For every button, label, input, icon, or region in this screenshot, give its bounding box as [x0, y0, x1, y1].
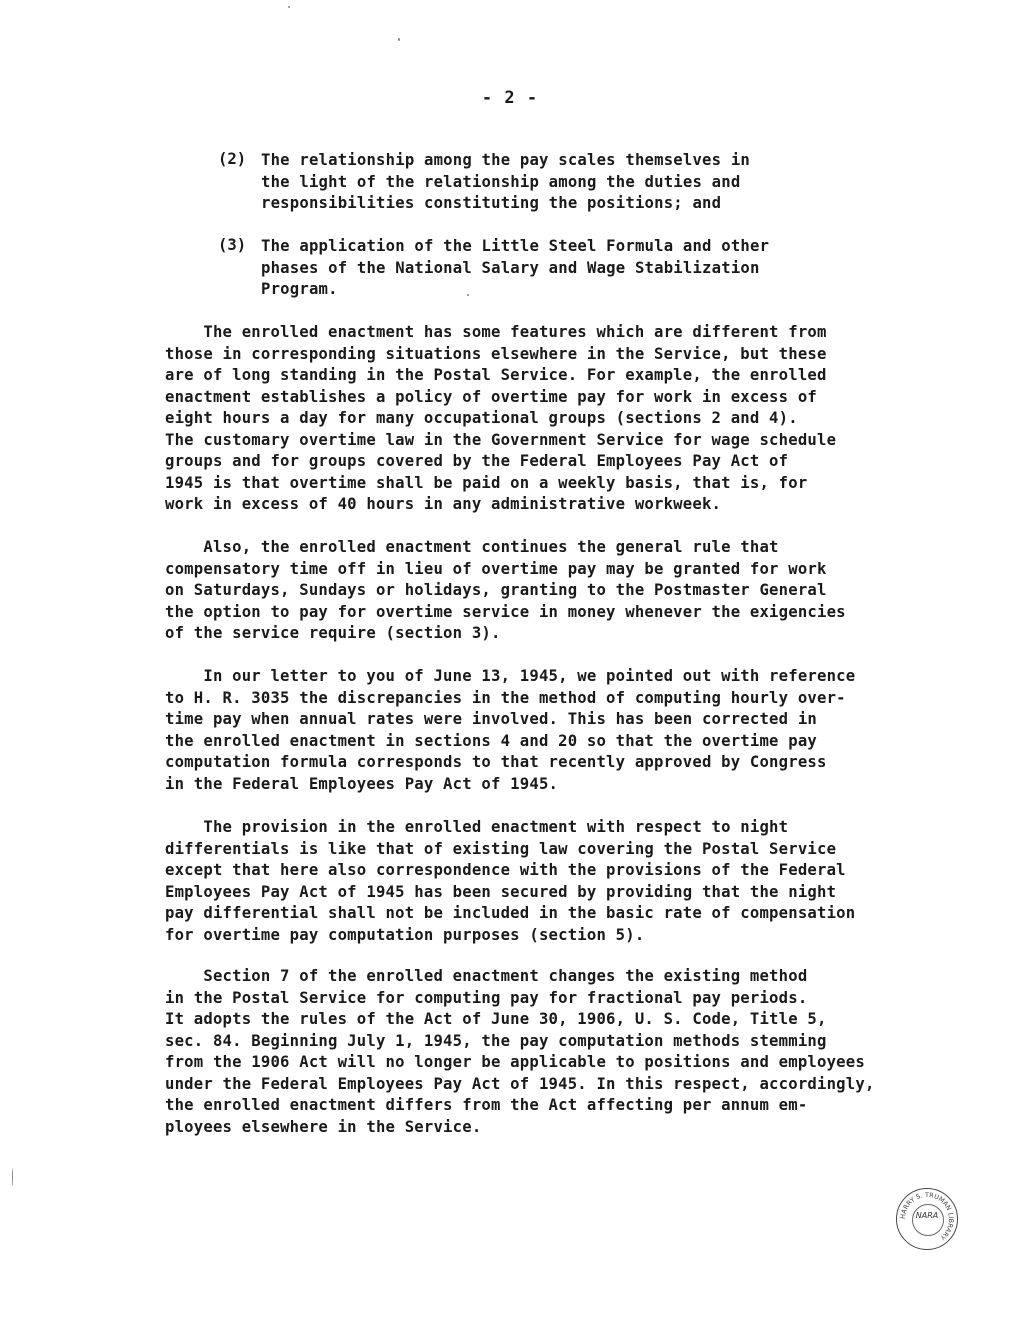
page-number: - 2 -: [481, 88, 539, 108]
paragraph-line: are of long standing in the Postal Service. For example, the enrolled: [165, 366, 827, 384]
paragraph-line: in the Federal Employees Pay Act of 1945.: [165, 775, 559, 793]
stamp-inner-ring: [912, 1204, 944, 1236]
paragraph-line: eight hours a day for many occupational groups (sections 2 and 4).: [165, 409, 798, 427]
scan-speck: [398, 38, 400, 41]
stamp-center-label: NARA: [915, 1211, 939, 1220]
stamp-ring-label: HARRY S. TRUMAN LIBRARY: [898, 1190, 956, 1242]
paragraph-line: compensatory time off in lieu of overtime pay may be granted for work: [165, 560, 827, 578]
list-item-marker: (3): [218, 236, 247, 254]
paragraph-line: The enrolled enactment has some features which are different from: [165, 323, 827, 341]
list-item-line: Program.: [261, 280, 338, 298]
paragraph-line: Employees Pay Act of 1945 has been secured by providing that the night: [165, 883, 837, 901]
paragraph-line: the enrolled enactment in sections 4 and 20 so that the overtime pay: [165, 732, 817, 750]
paragraph-line: ployees elsewhere in the Service.: [165, 1118, 482, 1136]
archive-stamp: [896, 1188, 958, 1250]
paragraph-line: 1945 is that overtime shall be paid on a weekly basis, that is, for: [165, 474, 808, 492]
paragraph-line: for overtime pay computation purposes (section 5).: [165, 926, 645, 944]
paragraph-line: Section 7 of the enrolled enactment changes the existing method: [165, 967, 808, 985]
paragraph-line: It adopts the rules of the Act of June 30, 1906, U. S. Code, Title 5,: [165, 1010, 827, 1028]
paragraph-line: the option to pay for overtime service in money whenever the exigencies: [165, 603, 846, 621]
paragraph-line: time pay when annual rates were involved. This has been corrected in: [165, 710, 817, 728]
scan-speck: [288, 6, 290, 8]
paragraph-line: from the 1906 Act will no longer be applicable to positions and employees: [165, 1053, 865, 1071]
paragraph-line: enactment establishes a policy of overtime pay for work in excess of: [165, 388, 817, 406]
paragraph-line: the enrolled enactment differs from the Act affecting per annum em-: [165, 1096, 808, 1114]
paragraph-line: sec. 84. Beginning July 1, 1945, the pay computation methods stemming: [165, 1032, 827, 1050]
scan-speck: [12, 1168, 13, 1186]
paragraph-line: In our letter to you of June 13, 1945, we pointed out with reference: [165, 667, 856, 685]
list-item-line: The application of the Little Steel Formula and other: [261, 237, 770, 255]
paragraph-line: of the service require (section 3).: [165, 624, 501, 642]
paragraph-line: pay differential shall not be included in the basic rate of compensation: [165, 904, 856, 922]
paragraph-line: in the Postal Service for computing pay for fractional pay periods.: [165, 989, 808, 1007]
paragraph-line: under the Federal Employees Pay Act of 1945. In this respect, accordingly,: [165, 1075, 875, 1093]
paragraph-line: to H. R. 3035 the discrepancies in the method of computing hourly over-: [165, 689, 846, 707]
paragraph-line: Also, the enrolled enactment continues the general rule that: [165, 538, 779, 556]
paragraph-line: The provision in the enrolled enactment with respect to night: [165, 818, 789, 836]
paragraph-line: computation formula corresponds to that recently approved by Congress: [165, 753, 827, 771]
paragraph-line: except that here also correspondence with the provisions of the Federal: [165, 861, 846, 879]
paragraph-line: differentials is like that of existing law covering the Postal Service: [165, 840, 837, 858]
paragraph-line: on Saturdays, Sundays or holidays, granting to the Postmaster General: [165, 581, 827, 599]
paragraph-line: The customary overtime law in the Government Service for wage schedule: [165, 431, 837, 449]
list-item-marker: (2): [218, 150, 247, 168]
paragraph-line: groups and for groups covered by the Federal Employees Pay Act of: [165, 452, 789, 470]
scan-speck: [467, 294, 469, 296]
paragraph-line: those in corresponding situations elsewhere in the Service, but these: [165, 345, 827, 363]
list-item-line: the light of the relationship among the duties and: [261, 173, 741, 191]
list-item-line: responsibilities constituting the positions; and: [261, 194, 722, 212]
list-item-line: The relationship among the pay scales themselves in: [261, 151, 750, 169]
list-item-line: phases of the National Salary and Wage Stabilization: [261, 259, 760, 277]
paragraph-line: work in excess of 40 hours in any administrative workweek.: [165, 495, 722, 513]
